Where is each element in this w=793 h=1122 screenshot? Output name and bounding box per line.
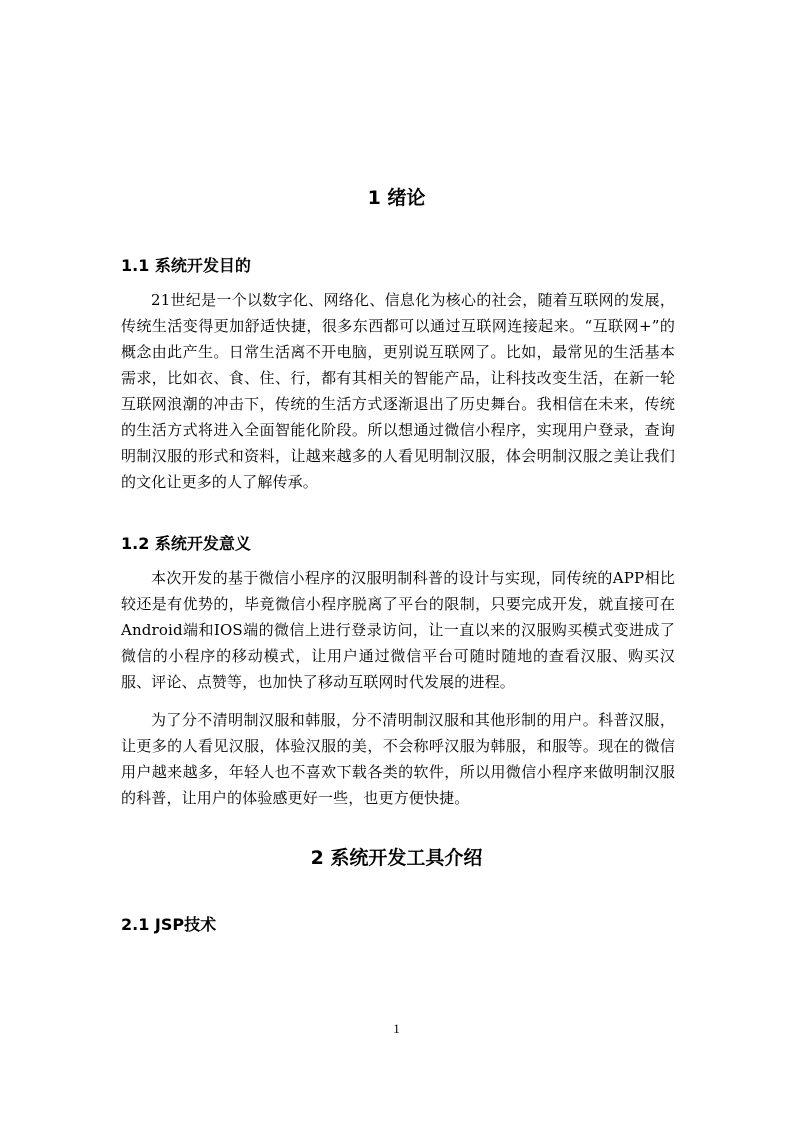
chapter-1-title: 1 绪论	[367, 187, 426, 209]
section-1-2-title: 1.2 系统开发意义	[121, 534, 251, 553]
section-1-2-paragraph-1: 本次开发的基于微信小程序的汉服明制科普的设计与实现，同传统的APP相比较还是有优势的，毕竟微信小程序脱离了平台的限制，只要完成开发，就直接可在Android端和IOS端的微信上进行登录访问，让一直以来的汉服购买模式变进成了微信的小程序的移动模式，让用户通过微信平台可随时随地的查看汉服、购买汉服、评论、点赞等，也加快了移动互联网时代发展的进程。	[121, 569, 675, 691]
section-2-1-title: 2.1 JSP技术	[121, 915, 217, 934]
chapter-2-title: 2 系统开发工具介绍	[310, 847, 483, 869]
section-1-1-paragraph: 21世纪是一个以数字化、网络化、信息化为核心的社会，随着互联网的发展，传统生活变得更加舒适快捷，很多东西都可以通过互联网连接起来。“互联网+”的概念由此产生。日常生活离不开电脑，更别说互联网了。比如，最常见的生活基本需求，比如衣、食、住、行，都有其相关的智能产品，让科技改变生活，在新一轮互联网浪潮的冲击下，传统的生活方式逐渐退出了历史舞台。我相信在未来，传统的生活方式将进入全面智能化阶段。所以想通过微信小程序，实现用户登录，查询明制汉服的形式和资料，让越来越多的人看见明制汉服，体会明制汉服之美让我们的文化让更多的人了解传承。	[121, 291, 675, 491]
page-number: 1	[393, 1021, 400, 1036]
section-1-1-title: 1.1 系统开发目的	[121, 256, 251, 275]
section-1-2-paragraph-2: 为了分不清明制汉服和韩服，分不清明制汉服和其他形制的用户。科普汉服，让更多的人看见汉服，体验汉服的美，不会称呼汉服为韩服，和服等。现在的微信用户越来越多，年轻人也不喜欢下载各类的软件，所以用微信小程序来做明制汉服的科普，让用户的体验感更好一些，也更方便快捷。	[121, 711, 675, 807]
